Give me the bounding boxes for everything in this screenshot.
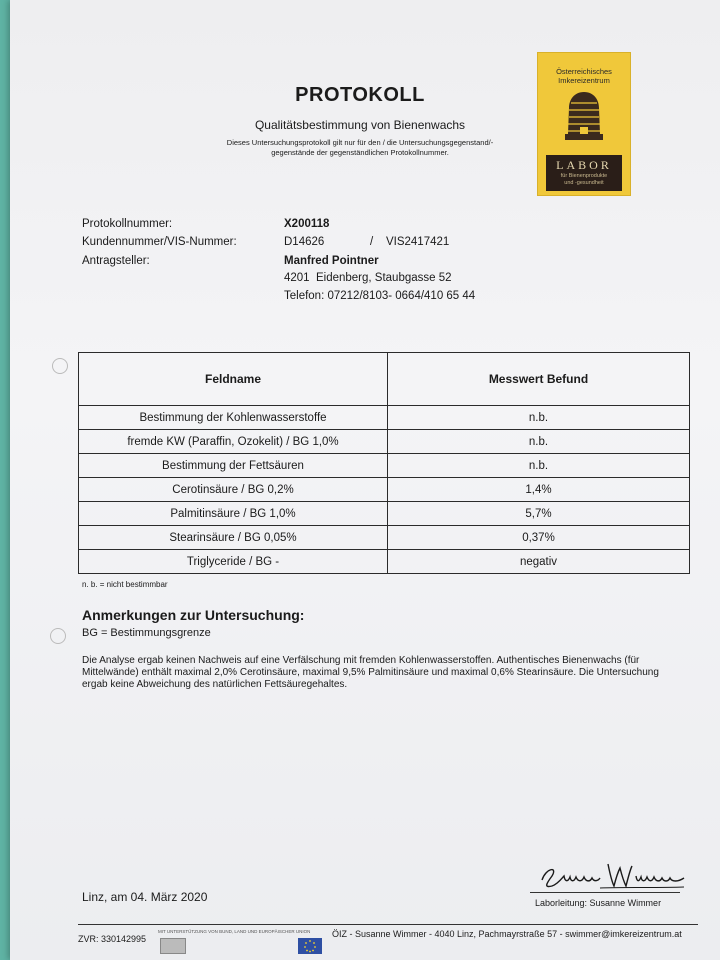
column-header-messwert: Messwert Befund — [388, 353, 690, 406]
table-row — [79, 406, 690, 430]
applicant-name: Manfred Pointner — [284, 255, 379, 267]
punch-hole-mark — [52, 358, 68, 374]
column-header-feldname: Feldname — [79, 353, 388, 406]
logo-sub-line2: und -gesundheit — [564, 180, 604, 186]
customer-number-label: Kundennummer/VIS-Nummer: — [82, 236, 237, 248]
punch-hole-mark — [50, 628, 66, 644]
signature-line — [530, 892, 680, 893]
bg-definition: BG = Bestimmungsgrenze — [82, 627, 211, 639]
beehive-icon — [564, 89, 604, 147]
applicant-address: 4201 Eidenberg, Staubgasse 52 — [284, 272, 452, 284]
logo-labor-panel — [546, 155, 622, 191]
table-row — [79, 550, 690, 574]
validity-note — [180, 138, 540, 158]
austria-logo-icon — [160, 938, 186, 954]
row-field-name: Cerotinsäure / BG 0,2% — [79, 478, 388, 502]
row-result-value: 1,4% — [388, 478, 690, 502]
place-date: Linz, am 04. März 2020 — [82, 890, 208, 904]
protocol-number-label: Protokollnummer: — [82, 218, 173, 230]
logo-labor-text: LABOR — [556, 158, 612, 172]
logo-sub-line1: für Bienenprodukte — [560, 173, 608, 179]
row-field-name: Stearinsäure / BG 0,05% — [79, 526, 388, 550]
applicant-label: Antragsteller: — [82, 255, 150, 267]
handwritten-signature — [538, 858, 688, 892]
document-title: PROTOKOLL — [295, 84, 425, 106]
remarks-text: Die Analyse ergab keinen Nachweis auf eine Verfälschung mit fremden Kohlenwasserstoffen. Authentisches Bienenwachs (für Mittelwände) enthält maximal 2,0% Cerotinsäure, maximal 9,5% Palmitinsäure und maximal 0,6% Stearinsäure. Die Untersuchung ergab keine Abweichung des natürlichen Fettsäuregehaltes. — [82, 655, 659, 690]
row-field-name: Palmitinsäure / BG 1,0% — [79, 502, 388, 526]
remarks-heading: Anmerkungen zur Untersuchung: — [82, 607, 305, 623]
protocol-number-value: X200118 — [284, 218, 330, 230]
logo-line2: Imkereizentrum — [558, 76, 610, 85]
row-result-value: n.b. — [388, 430, 690, 454]
validity-note-line2: gegenstände der gegenständlichen Protokollnummer. — [271, 148, 449, 157]
funding-note: MIT UNTERSTÜTZUNG VON BUND, LAND UND EUROPÄISCHER UNION — [158, 929, 311, 934]
table-header-row — [79, 353, 690, 406]
table-legend: n. b. = nicht bestimmbar — [82, 580, 168, 589]
zvr-number: ZVR: 330142995 — [78, 934, 147, 944]
lab-director-label: Laborleitung: Susanne Wimmer — [535, 898, 662, 908]
row-result-value: n.b. — [388, 454, 690, 478]
row-result-value: negativ — [388, 550, 690, 574]
results-table — [78, 352, 690, 574]
row-field-name: Triglyceride / BG - — [79, 550, 388, 574]
row-field-name: fremde KW (Paraffin, Ozokelit) / BG 1,0% — [79, 430, 388, 454]
row-result-value: 5,7% — [388, 502, 690, 526]
customer-number-value: D14626 — [284, 236, 325, 248]
validity-note-line1: Dieses Untersuchungsprotokoll gilt nur für den / die Untersuchungsgegenstand/- — [226, 138, 494, 147]
imkereizentrum-logo — [537, 52, 631, 196]
table-row — [79, 526, 690, 550]
row-result-value: n.b. — [388, 406, 690, 430]
row-result-value: 0,37% — [388, 526, 690, 550]
footer-address: ÖIZ - Susanne Wimmer - 4040 Linz, Pachmayrstraße 57 - swimmer@imkereizentrum.at — [332, 929, 682, 939]
row-field-name: Bestimmung der Kohlenwasserstoffe — [79, 406, 388, 430]
document-sheet — [10, 0, 720, 960]
eu-flag-icon — [298, 938, 322, 954]
logo-header — [538, 67, 630, 85]
vis-number-value: / VIS2417421 — [370, 236, 450, 248]
footer-divider — [78, 924, 698, 925]
document-subtitle: Qualitätsbestimmung von Bienenwachs — [254, 118, 466, 132]
applicant-phone: Telefon: 07212/8103- 0664/410 65 44 — [284, 290, 476, 302]
table-row — [79, 430, 690, 454]
table-row — [79, 454, 690, 478]
row-field-name: Bestimmung der Fettsäuren — [79, 454, 388, 478]
table-row — [79, 478, 690, 502]
logo-line1: Österreichisches — [556, 67, 612, 76]
table-row — [79, 502, 690, 526]
